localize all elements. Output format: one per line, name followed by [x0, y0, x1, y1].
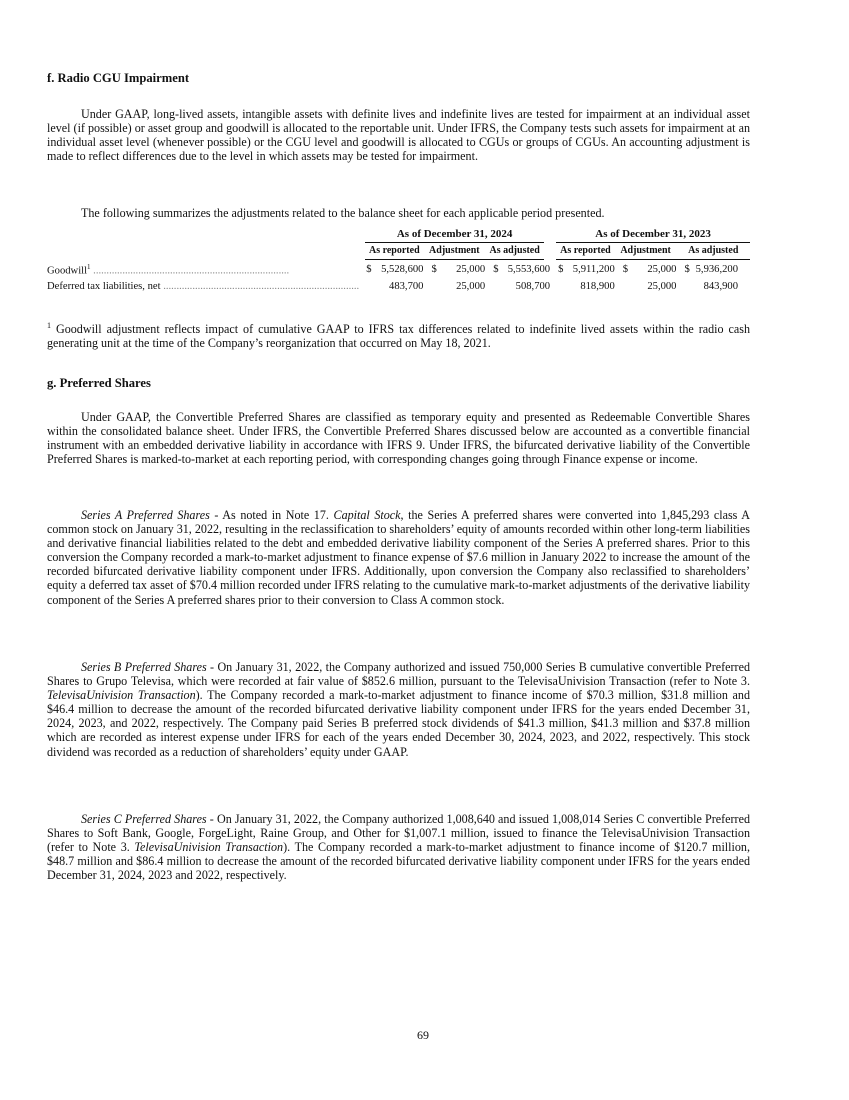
series-a-lead: - As noted in Note 17. [209, 508, 334, 522]
period-2024-header: As of December 31, 2024 [365, 226, 544, 243]
currency-symbol: $ [493, 263, 499, 275]
cell-value: 5,911,200 [572, 263, 615, 275]
table-row-goodwill: Goodwill$^1$ .......................................................................... $ 5,528,600 $ 25,000 $ 5,553,600 $ 5,911,200 $ 25,000 $ 5,936,200 [47, 263, 738, 277]
series-b-lead: - On January 31, 2022, the Company authorized and issued 750,000 Series B cumulative convertible Preferred Shares to Grupo Televisa, which were recorded at fair value of $852.6 million, pursuant to the TelevisaUnivision Transaction (refer to Note 3. [47, 660, 751, 689]
footnote-ref: 1 [87, 263, 91, 271]
cell-value: 25,000 [647, 263, 677, 275]
row-label: Deferred tax liabilities, net [47, 280, 161, 292]
currency-symbol: $ [366, 263, 372, 275]
footnote-mark: 1 [47, 321, 51, 330]
series-b-body: ). The Company recorded a mark-to-market adjustment to finance income of $70.3 million, $31.8 million and $46.4 million to decrease the amount of the recorded bifurcated derivative liability component under IFRS for the years ended December 31, 2024, 2023, and 2022, respectively. The Company paid Series B preferred stock dividends of $41.3 million, $41.3 million and $37.8 million which are recorded as interest expense under IFRS for each of the years ended December 30, 2024, 2023, and 2022, respectively. This stock dividend was recorded as a reduction of shareholders’ equity under GAAP. [47, 688, 750, 759]
balance-sheet-adjustments-table [47, 226, 750, 294]
cell-value: 5,528,600 [381, 263, 424, 275]
cell-value: 843,900 [703, 280, 738, 292]
series-b-paragraph [47, 660, 750, 759]
section-g-paragraph-1: Under GAAP, the Convertible Preferred Shares are classified as temporary equity and presented as Redeemable Convertible Shares within the consolidated balance sheet. Under IFRS, the Convertible Preferred Shares discussed below are accounted as a convertible financial instrument with an embedded derivative liability in accordance with IFRS 9. Under IFRS, the bifurcated derivative liability of the Convertible Preferred Shares is marked-to-market at each reporting period, with corresponding changes going through Finance expense or income. [47, 410, 750, 467]
series-a-title: Series A Preferred Shares [81, 508, 210, 522]
cell-value: 25,000 [647, 280, 677, 292]
series-a-body: , the Series A preferred shares were converted into 1,845,293 class A common stock on January 31, 2022, resulting in the reclassification to shareholders’ equity of amounts recorded within other long-term liabilities and derivative financial liabilities related to the debt and embedded derivative liability component of the Series A preferred shares. Prior to this conversion the Company recorded a mark-to-market adjustment to finance expense of $7.6 million in January 2022 to increase the amount of the recorded bifurcated derivative liability component under IFRS. Additionally, upon conversion the Company also reclassified to shareholders’ equity a deferred tax asset of $70.4 million recorded under IFRS relating to the cumulative mark-to-market adjustments of the derivative liability component of the Series A preferred shares prior to their conversion to Class A common stock. [47, 508, 751, 607]
currency-symbol: $ [684, 263, 690, 275]
series-c-lead: - On January 31, 2022, the Company authorized 1,008,640 and issued 1,008,014 Series C convertible Preferred Shares to Soft Bank, Google, ForgeLight, Raine Group, and Other for $1,007.1 million, issued to finance the TelevisaUnivision Transaction (refer to Note 3. [47, 812, 750, 855]
col-header-adjustment-2023: Adjustment [615, 243, 677, 260]
cell-value: 5,553,600 [507, 263, 551, 275]
series-c-ref: TelevisaUnivision Transaction [134, 840, 284, 855]
row-label: Goodwill [47, 265, 88, 277]
table-row-deferred-tax: Deferred tax liabilities, net .......................................................................... 483,700 25,000 508,700 818,900 25,000 843,900 [47, 279, 750, 294]
cell-value: 25,000 [456, 280, 486, 292]
currency-symbol: $ [431, 263, 437, 275]
cell-value: 25,000 [456, 263, 486, 275]
section-f-heading: f. Radio CGU Impairment [47, 71, 190, 85]
cell-value: 818,900 [580, 280, 615, 292]
currency-symbol: $ [558, 263, 564, 275]
series-c-title: Series C Preferred Shares [81, 812, 207, 826]
col-header-as-reported-2024: As reported [365, 243, 423, 260]
col-header-as-adjusted-2023: As adjusted [676, 243, 750, 260]
cell-value: 508,700 [515, 280, 551, 292]
col-header-adjustment-2024: Adjustment [423, 243, 485, 260]
page-number: 69 [417, 1028, 429, 1042]
col-header-as-reported-2023: As reported [556, 243, 615, 260]
section-g-heading: g. Preferred Shares [47, 376, 151, 390]
period-2023-header: As of December 31, 2023 [556, 226, 750, 243]
currency-symbol: $ [622, 263, 629, 275]
goodwill-footnote [47, 319, 750, 350]
series-c-paragraph [47, 812, 750, 882]
col-header-as-adjusted-2024: As adjusted [485, 243, 544, 260]
series-b-ref: TelevisaUnivision Transaction [47, 688, 196, 703]
series-b-title: Series B Preferred Shares [81, 660, 207, 674]
series-a-ref: Capital Stock [333, 508, 401, 522]
footnote-text: Goodwill adjustment reflects impact of cumulative GAAP to IFRS tax differences related to indefinite lived assets within the radio cash generating unit at the time of the Company’s reorganization that occurred on May 18, 2021. [47, 322, 750, 351]
section-f-paragraph-2: The following summarizes the adjustments related to the balance sheet for each applicable period presented. [81, 206, 605, 220]
cell-value: 5,936,200 [695, 263, 738, 275]
section-f-paragraph-1: Under GAAP, long-lived assets, intangible assets with definite lives and indefinite lives are tested for impairment at an individual asset level (if possible) or asset group and goodwill is allocated to the reportable unit. Under IFRS, the Company tests such assets for impairment at an individual asset level (whenever possible) or the CGU level and goodwill is allocated to CGUs or groups of CGUs. An accounting adjustment is made to reflect differences due to the level in which assets may be tested for impairment. [47, 107, 750, 164]
series-c-body: ). The Company recorded a mark-to-market adjustment to finance income of $120.7 million, $48.7 million and $86.4 million to decrease the amount of the recorded bifurcated derivative liability component under IFRS for the years ended December 31, 2024, 2023 and 2022, respectively. [47, 840, 751, 883]
series-a-paragraph [47, 508, 750, 607]
cell-value: 483,700 [389, 280, 424, 292]
